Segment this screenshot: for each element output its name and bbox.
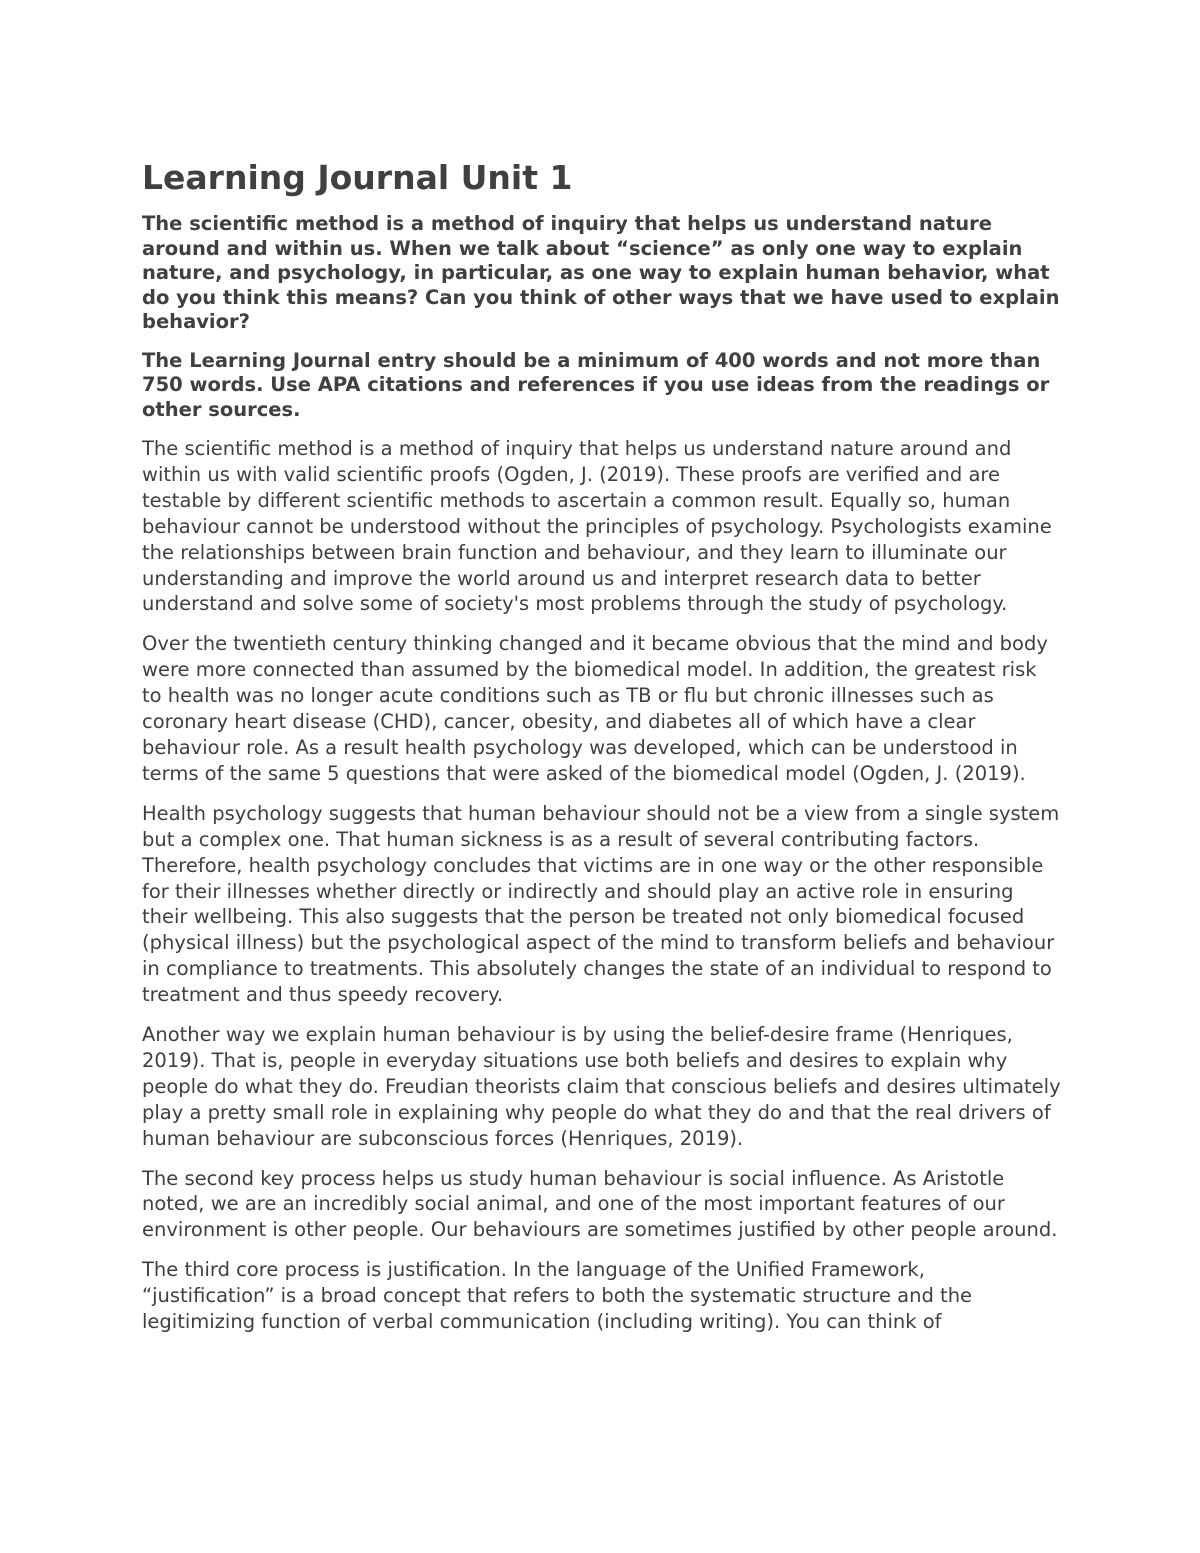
prompt-requirements: The Learning Journal entry should be a minimum of 400 words and not more than 750 words. Use APA citations and references if you use ideas from the readings or other sources. bbox=[142, 348, 1050, 421]
body-paragraph: The third core process is justification. In the language of the Unified Framework, “justification” is a broad concept that refers to both the systematic structure and the legitimizing function of verbal communication (including writing). You can think of bbox=[142, 1258, 973, 1334]
document-title: Learning Journal Unit 1 bbox=[142, 158, 573, 197]
body-paragraph: Another way we explain human behaviour is by using the belief-desire frame (Henriques, 2019). That is, people in everyday situations use both beliefs and desires to explain why people do what they do. Freudian theorists claim that conscious beliefs and desires ultimately play a pretty small role in explaining why people do what they do and that the real drivers of human behaviour are subconscious forces (Henriques, 2019). bbox=[142, 1023, 1061, 1150]
body-paragraph: The second key process helps us study human behaviour is social influence. As Aristotle noted, we are an incredibly social animal, and one of the most important features of our environment is other people. Our behaviours are sometimes justified by other people around. bbox=[142, 1166, 1058, 1242]
body-paragraph: The scientific method is a method of inquiry that helps us understand nature around and within us with valid scientific proofs (Ogden, J. (2019). These proofs are verified and are testable by different scientific methods to ascertain a common result. Equally so, human behaviour cannot be understood without the principles of psychology. Psychologists examine the relationships between brain function and behaviour, and they learn to illuminate our understanding and improve the world around us and interpret research data to better understand and solve some of society's most problems through the study of psychology. bbox=[142, 437, 1052, 616]
body-paragraph: Over the twentieth century thinking changed and it became obvious that the mind and body were more connected than assumed by the biomedical model. In addition, the greatest risk to health was no longer acute conditions such as TB or flu but chronic illnesses such as coronary heart disease (CHD), cancer, obesity, and diabetes all of which have a clear behaviour role. As a result health psychology was developed, which can be understood in terms of the same 5 questions that were asked of the biomedical model (Ogden, J. (2019). bbox=[142, 632, 1048, 785]
body-paragraph: Health psychology suggests that human behaviour should not be a view from a single system but a complex one. That human sickness is as a result of several contributing factors. Therefore, health psychology concludes that victims are in one way or the other responsible for their illnesses whether directly or indirectly and should play an active role in ensuring their wellbeing. This also suggests that the person be treated not only biomedical focused (physical illness) but the psychological aspect of the mind to transform beliefs and behaviour in compliance to treatments. This absolutely changes the state of an individual to respond to treatment and thus speedy recovery. bbox=[142, 801, 1060, 1007]
document-page bbox=[142, 156, 1062, 1349]
prompt-question: The scientific method is a method of inquiry that helps us understand nature around and within us. When we talk about “science” as only one way to explain nature, and psychology, in particular, as one way to explain human behavior, what do you think this means? Can you think of other ways that we have used to explain behavior? bbox=[142, 212, 1060, 333]
